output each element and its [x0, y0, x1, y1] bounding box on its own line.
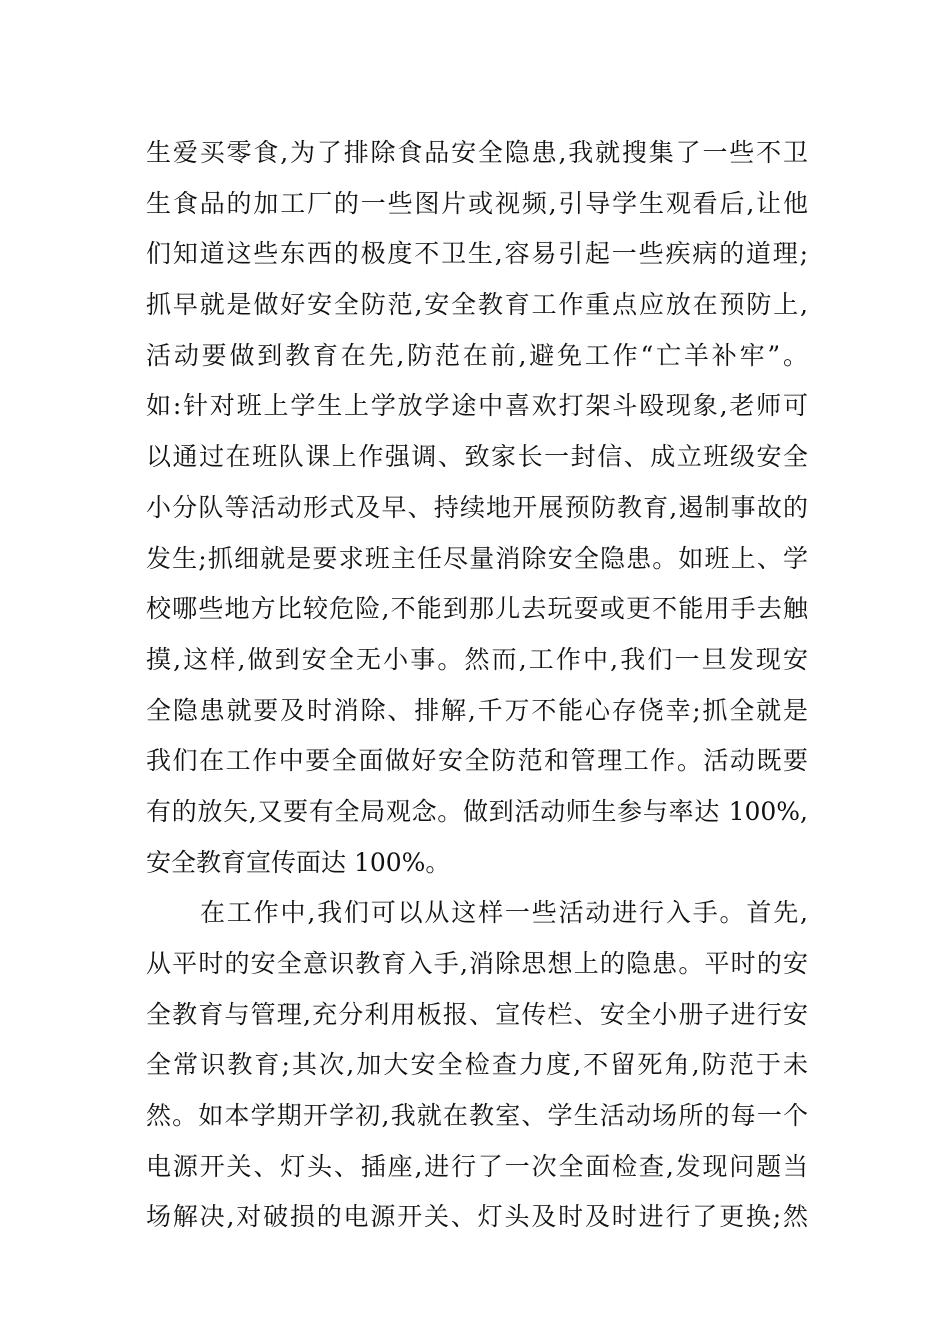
text-line: 抓早就是做好安全防范,安全教育工作重点应放在预防上,: [146, 290, 808, 320]
text-line: 场解决,对破损的电源开关、灯头及时及时进行了更换;然: [146, 1202, 808, 1232]
text-line: 然。如本学期开学初,我就在教室、学生活动场所的每一个: [146, 1101, 808, 1131]
document-page: [146, 128, 808, 1243]
text-line: 校哪些地方比较危险,不能到那儿去玩耍或更不能用手去触: [146, 594, 808, 624]
text-line: 全常识教育;其次,加大安全检查力度,不留死角,防范于未: [146, 1050, 808, 1080]
text-line: 如:针对班上学生上学放学途中喜欢打架斗殴现象,老师可: [146, 391, 808, 421]
paragraph-1: [146, 128, 808, 888]
text-line: 有的放矢,又要有全局观念。做到活动师生参与率达 100%,: [146, 796, 808, 826]
text-line: 安全教育宣传面达 100%。: [146, 847, 451, 877]
text-line: 以通过在班队课上作强调、致家长一封信、成立班级安全: [146, 442, 808, 472]
text-line: 从平时的安全意识教育入手,消除思想上的隐患。平时的安: [146, 949, 808, 978]
text-line: 电源开关、灯头、插座,进行了一次全面检查,发现问题当: [146, 1151, 808, 1181]
text-line: 摸,这样,做到安全无小事。然而,工作中,我们一旦发现安: [146, 644, 808, 674]
text-line: 活动要做到教育在先,防范在前,避免工作“亡羊补牢”。: [146, 340, 808, 370]
text-line: 在工作中,我们可以从这样一些活动进行入手。首先,: [200, 898, 808, 928]
text-line: 全教育与管理,充分利用板报、宣传栏、安全小册子进行安: [146, 999, 808, 1029]
text-line: 们知道这些东西的极度不卫生,容易引起一些疾病的道理;: [146, 239, 808, 269]
text-line: 发生;抓细就是要求班主任尽量消除安全隐患。如班上、学: [146, 543, 808, 573]
text-line: 我们在工作中要全面做好安全防范和管理工作。活动既要: [146, 746, 808, 776]
text-line: 生爱买零食,为了排除食品安全隐患,我就搜集了一些不卫: [146, 138, 808, 167]
text-line: 生食品的加工厂的一些图片或视频,引导学生观看后,让他: [146, 188, 808, 218]
paragraph-2: [146, 888, 808, 1243]
text-line: 全隐患就要及时消除、排解,千万不能心存侥幸;抓全就是: [146, 695, 808, 725]
text-line: 小分队等活动形式及早、持续地开展预防教育,遏制事故的: [146, 492, 808, 522]
